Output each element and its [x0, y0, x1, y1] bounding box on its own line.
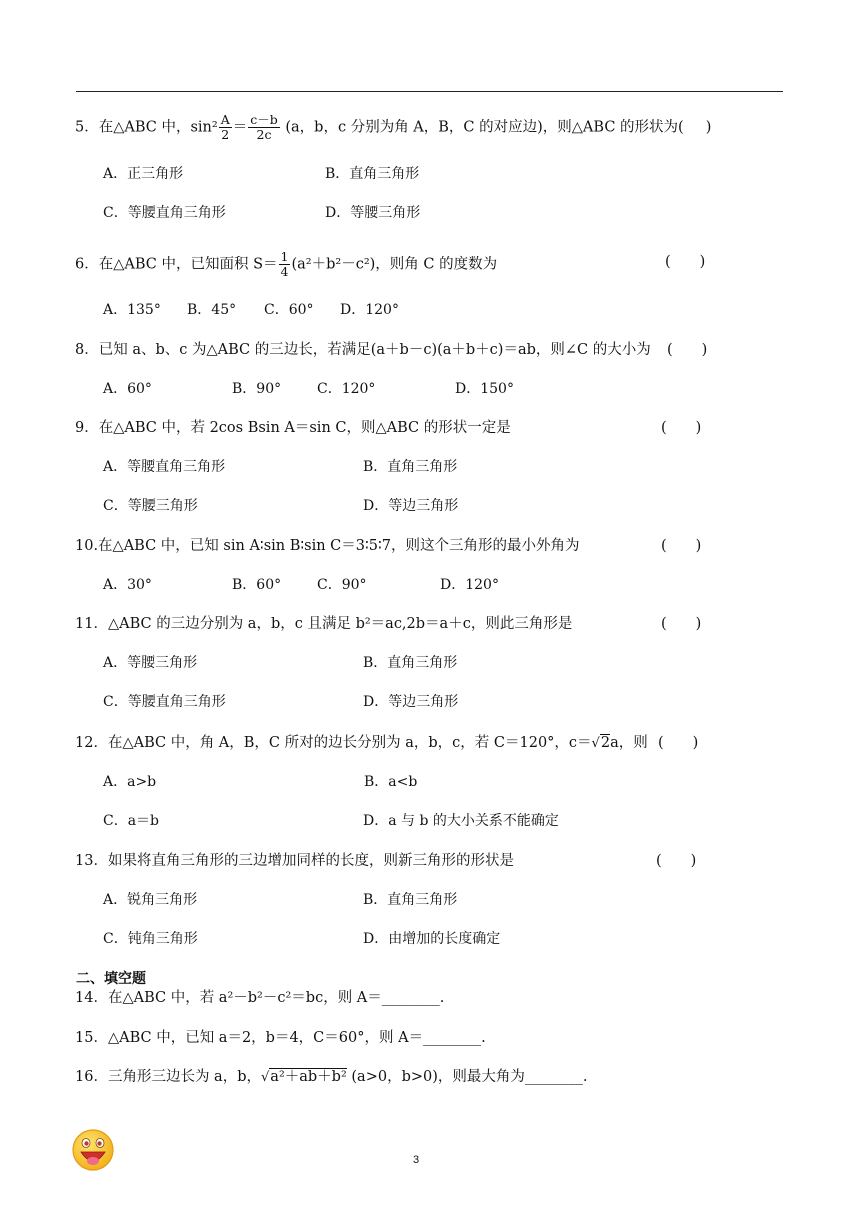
q13-answer-paren: ( ) — [656, 853, 697, 869]
q10-option-c: C．90° — [317, 577, 367, 593]
q12-sqrt-2: 2 — [600, 735, 611, 751]
question-14: 14．在△ABC 中，若 a²－b²－c²＝bc，则 A＝________. — [75, 990, 445, 1006]
q5-option-a: A．正三角形 — [103, 166, 184, 182]
q5-option-d: D．等腰三角形 — [325, 205, 421, 221]
question-13: 13．如果将直角三角形的三边增加同样的长度，则新三角形的形状是 — [75, 853, 514, 869]
q5-fraction-c-b: $\frac{c-b}{2c}$ — [250, 112, 278, 142]
question-8: 8．已知 a、b、c 为△ABC 的三边长，若满足(a＋b－c)(a＋b＋c)＝ab，则∠C 的大小为 — [75, 342, 651, 358]
page-number: 3 — [413, 1154, 420, 1166]
q9-option-d: D．等边三角形 — [363, 498, 459, 514]
q8-answer-paren: ( ) — [667, 342, 708, 358]
q9-option-b: B．直角三角形 — [363, 459, 458, 475]
question-10: 10.在△ABC 中，已知 sin A∶sin B∶sin C＝3∶5∶7，则这个三角形的最小外角为 — [75, 538, 580, 554]
q8-option-b: B．90° — [232, 381, 282, 397]
q11-option-a: A．等腰三角形 — [103, 655, 198, 671]
q11-option-c: C．等腰直角三角形 — [103, 694, 226, 710]
q10-option-a: A．30° — [103, 577, 152, 593]
q5-text-a: 5．在△ABC 中，sin² — [75, 119, 218, 136]
q8-option-a: A．60° — [103, 381, 152, 397]
q12-text-a: 12．在△ABC 中，角 A，B，C 所对的边长分别为 a，b，c，若 C＝120°，c＝ — [75, 735, 592, 751]
header-rule — [76, 91, 783, 92]
q12-option-d: D．a 与 b 的大小关系不能确定 — [363, 813, 559, 829]
q13-option-b: B．直角三角形 — [363, 892, 458, 908]
q5-text-b: (a，b，c 分别为角 A，B，C 的对应边)，则△ABC 的形状为( — [280, 119, 684, 136]
q9-option-a: A．等腰直角三角形 — [103, 459, 226, 475]
q5-option-b: B．直角三角形 — [325, 166, 420, 182]
question-9: 9．在△ABC 中，若 2cos Bsin A＝sin C，则△ABC 的形状一定是 — [75, 420, 511, 436]
q6-option-b: B．45° — [187, 302, 237, 318]
question-5 — [75, 113, 711, 142]
laughing-emoji-icon — [71, 1128, 115, 1172]
q8-option-d: D．150° — [455, 381, 514, 397]
q11-option-b: B．直角三角形 — [363, 655, 458, 671]
q12-option-a: A．a>b — [103, 774, 157, 790]
q13-option-d: D．由增加的长度确定 — [363, 931, 501, 947]
q9-option-c: C．等腰三角形 — [103, 498, 198, 514]
q6-text-a: 6．在△ABC 中，已知面积 S＝ — [75, 256, 278, 273]
q12-text-b: a，则 — [610, 735, 648, 751]
q11-answer-paren: ( ) — [661, 616, 702, 632]
q16-sqrt-expression: a²＋ab＋b² — [270, 1069, 347, 1085]
q5-fraction-a-2: $\frac{A}{2}$ — [220, 112, 230, 142]
section-heading-fill-in: 二、填空题 — [76, 971, 146, 987]
q8-option-c: C．120° — [317, 381, 376, 397]
question-11: 11．△ABC 的三边分别为 a，b，c 且满足 b²＝ac,2b＝a＋c，则此三角形是 — [75, 616, 573, 632]
q12-radical-sign: √ — [591, 736, 600, 751]
question-15: 15．△ABC 中，已知 a＝2，b＝4，C＝60°，则 A＝________. — [75, 1030, 486, 1046]
q12-answer-paren: ( ) — [658, 735, 699, 751]
q16-text-a: 16．三角形三边长为 a，b， — [75, 1069, 261, 1085]
q6-answer-paren: ( ) — [665, 254, 706, 270]
q13-option-a: A．锐角三角形 — [103, 892, 198, 908]
question-16 — [75, 1067, 588, 1088]
q11-option-d: D．等边三角形 — [363, 694, 459, 710]
q10-option-d: D．120° — [440, 577, 499, 593]
question-12 — [75, 733, 648, 754]
q6-option-a: A．135° — [103, 302, 161, 318]
q5-equals: ＝ — [232, 119, 248, 136]
question-6 — [75, 250, 497, 279]
q12-option-c: C．a＝b — [103, 813, 160, 829]
q5-option-c: C．等腰直角三角形 — [103, 205, 226, 221]
q16-text-b: (a>0，b>0)，则最大角为________. — [346, 1069, 588, 1085]
q10-answer-paren: ( ) — [661, 538, 702, 554]
q6-fraction-1-4: $\frac{1}{4}$ — [280, 249, 289, 279]
q6-text-b: (a²＋b²－c²)，则角 C 的度数为 — [291, 256, 498, 273]
q13-option-c: C．钝角三角形 — [103, 931, 198, 947]
q16-radical-sign: √ — [261, 1070, 270, 1085]
q6-option-d: D．120° — [340, 302, 399, 318]
q12-option-b: B．a<b — [364, 774, 418, 790]
q10-option-b: B．60° — [232, 577, 282, 593]
q6-option-c: C．60° — [264, 302, 314, 318]
q5-answer-paren: ) — [705, 119, 712, 136]
q9-answer-paren: ( ) — [661, 420, 702, 436]
